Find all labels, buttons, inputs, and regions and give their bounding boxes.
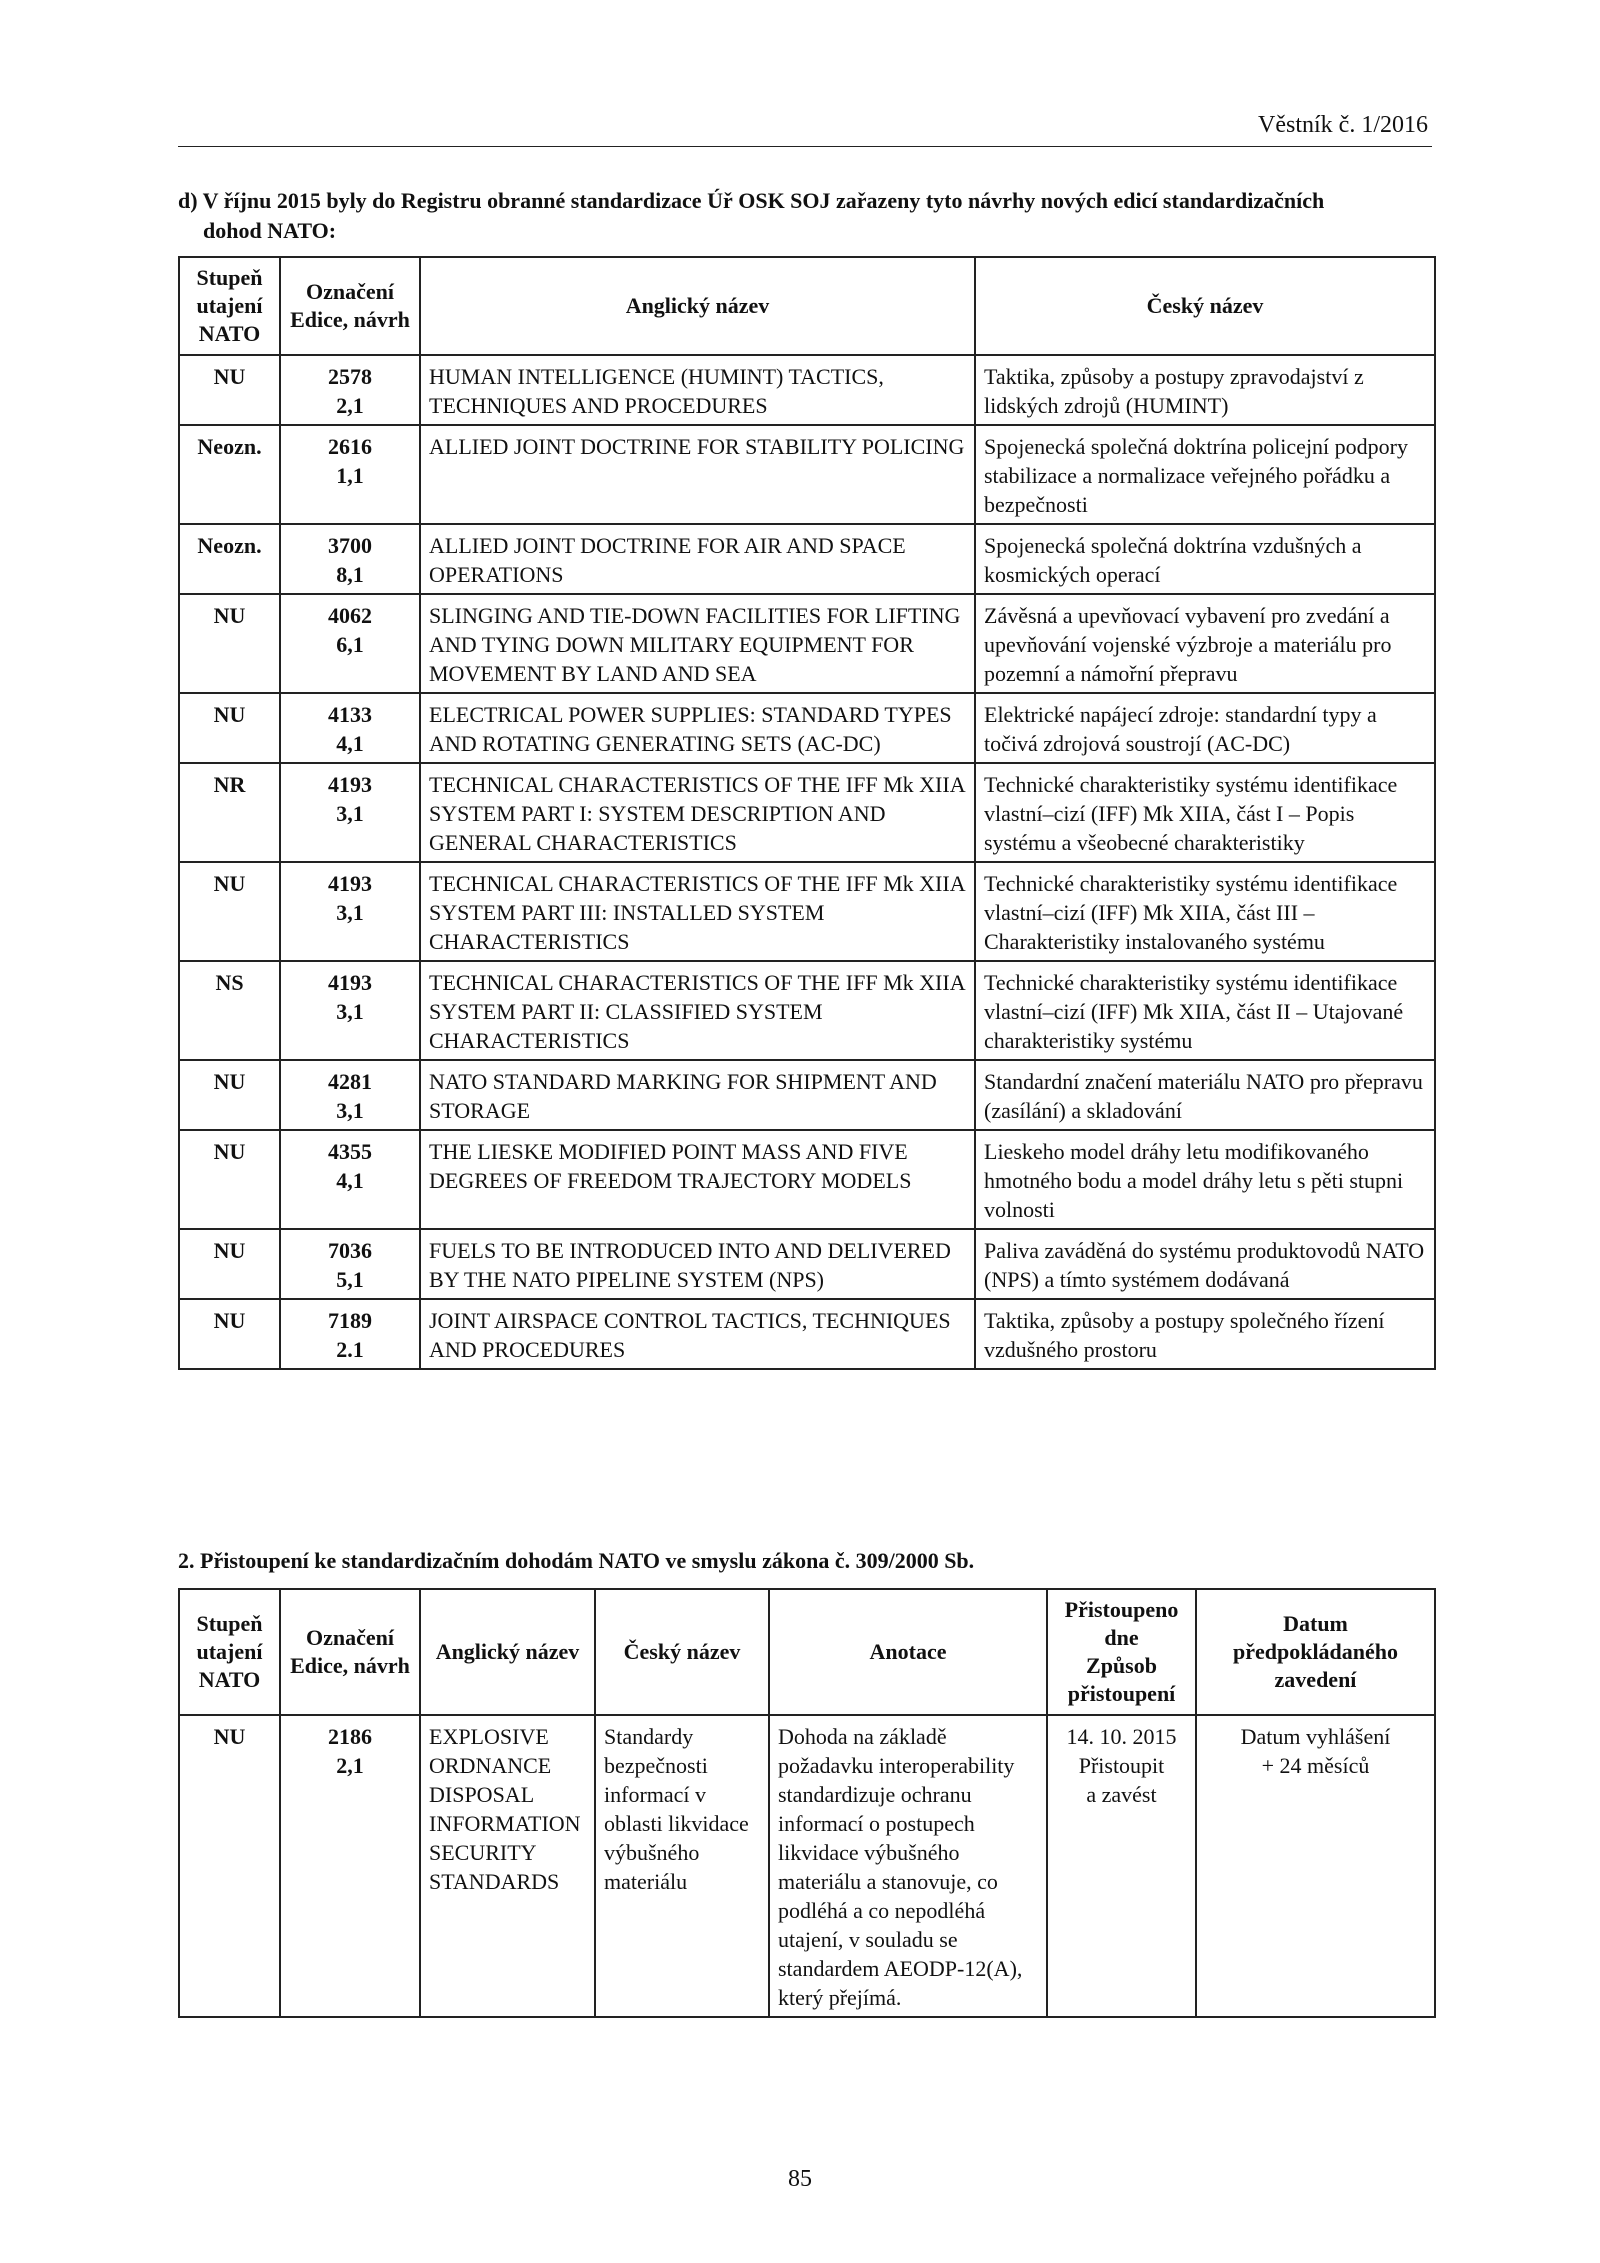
- table-row: [179, 693, 1435, 763]
- designation-cell: [280, 524, 420, 594]
- stanag-number: 3700: [328, 533, 372, 558]
- header-text: Datum: [1283, 1611, 1348, 1636]
- english-title-cell: NATO STANDARD MARKING FOR SHIPMENT AND STORAGE: [420, 1060, 975, 1130]
- header-text: Stupeň: [196, 1611, 263, 1636]
- stanag-number: 4133: [328, 702, 372, 727]
- classification-cell: Neozn.: [179, 524, 280, 594]
- accession-cell: [1047, 1715, 1196, 2017]
- english-title-cell: TECHNICAL CHARACTERISTICS OF THE IFF Mk XIIA SYSTEM PART III: INSTALLED SYSTEM CHARACTERISTICS: [420, 862, 975, 961]
- header-text: předpokládaného: [1232, 1639, 1399, 1664]
- section-d-title: [178, 186, 1438, 246]
- header-text: Edice, návrh: [290, 307, 410, 332]
- header-english-title: Anglický název: [420, 1589, 595, 1715]
- english-title-cell: ALLIED JOINT DOCTRINE FOR STABILITY POLICING: [420, 425, 975, 524]
- header-text: dne: [1104, 1625, 1139, 1650]
- classification-cell: NU: [179, 862, 280, 961]
- designation-cell: [280, 862, 420, 961]
- accession-line: 14. 10. 2015: [1066, 1724, 1177, 1749]
- czech-title-cell: Spojenecká společná doktrína policejní podpory stabilizace a normalizace veřejného pořádku a bezpečnosti: [975, 425, 1435, 524]
- implementation-date-cell: [1196, 1715, 1435, 2017]
- header-czech-title: Český název: [975, 257, 1435, 355]
- table-row: [179, 524, 1435, 594]
- designation-cell: [280, 1715, 420, 2017]
- classification-cell: NU: [179, 1715, 280, 2017]
- designation-cell: [280, 1060, 420, 1130]
- designation-cell: [280, 1229, 420, 1299]
- czech-title-cell: Technické charakteristiky systému identifikace vlastní–cizí (IFF) Mk XIIA, část III – Charakteristiky instalovaného systému: [975, 862, 1435, 961]
- edition-number: 6,1: [336, 632, 364, 657]
- czech-title-cell: Taktika, způsoby a postupy společného řízení vzdušného prostoru: [975, 1299, 1435, 1369]
- header-czech-title: Český název: [595, 1589, 769, 1715]
- english-title-cell: ELECTRICAL POWER SUPPLIES: STANDARD TYPES AND ROTATING GENERATING SETS (AC-DC): [420, 693, 975, 763]
- stanag-number: 7036: [328, 1238, 372, 1263]
- header-text: Stupeň: [196, 265, 263, 290]
- designation-cell: [280, 355, 420, 425]
- classification-cell: NS: [179, 961, 280, 1060]
- table-row: [179, 1229, 1435, 1299]
- header-text: zavedení: [1274, 1667, 1357, 1692]
- edition-number: 1,1: [336, 463, 364, 488]
- czech-title-cell: Spojenecká společná doktrína vzdušných a kosmických operací: [975, 524, 1435, 594]
- header-text: Označení: [306, 1625, 394, 1650]
- accession-line: Přistoupit: [1078, 1753, 1165, 1778]
- table-row: [179, 763, 1435, 862]
- english-title-cell: TECHNICAL CHARACTERISTICS OF THE IFF Mk XIIA SYSTEM PART II: CLASSIFIED SYSTEM CHARACTERISTICS: [420, 961, 975, 1060]
- classification-cell: NU: [179, 1130, 280, 1229]
- table-body: [179, 355, 1435, 1369]
- czech-title-cell: Taktika, způsoby a postupy zpravodajství z lidských zdrojů (HUMINT): [975, 355, 1435, 425]
- czech-title-cell: Paliva zaváděná do systému produktovodů NATO (NPS) a tímto systémem dodávaná: [975, 1229, 1435, 1299]
- edition-number: 3,1: [336, 801, 364, 826]
- edition-number: 3,1: [336, 999, 364, 1024]
- table-row: [179, 862, 1435, 961]
- designation-cell: [280, 425, 420, 524]
- table-body: [179, 1715, 1435, 2017]
- english-title-cell: THE LIESKE MODIFIED POINT MASS AND FIVE DEGREES OF FREEDOM TRAJECTORY MODELS: [420, 1130, 975, 1229]
- table-row: [179, 1060, 1435, 1130]
- edition-number: 2.1: [336, 1337, 364, 1362]
- classification-cell: NR: [179, 763, 280, 862]
- section-2-title: 2. Přistoupení ke standardizačním dohodám NATO ve smyslu zákona č. 309/2000 Sb.: [178, 1548, 975, 1573]
- designation-cell: [280, 1130, 420, 1229]
- english-title-cell: ALLIED JOINT DOCTRINE FOR AIR AND SPACE OPERATIONS: [420, 524, 975, 594]
- czech-title-cell: Technické charakteristiky systému identifikace vlastní–cizí (IFF) Mk XIIA, část I – Popis systému a všeobecné charakteristiky: [975, 763, 1435, 862]
- designation-cell: [280, 961, 420, 1060]
- annotation-cell: Dohoda na základě požadavku interoperability standardizuje ochranu informací o postupech likvidace výbušného materiálu a stanovuje, co podléhá a co nepodléhá utajení, v souladu se standardem AEODP-12(A), který přejímá.: [769, 1715, 1047, 2017]
- english-title-cell: SLINGING AND TIE-DOWN FACILITIES FOR LIFTING AND TYING DOWN MILITARY EQUIPMENT FOR MOVEMENT BY LAND AND SEA: [420, 594, 975, 693]
- designation-cell: [280, 594, 420, 693]
- edition-number: 5,1: [336, 1267, 364, 1292]
- stanag-number: 2616: [328, 434, 372, 459]
- czech-title-cell: Technické charakteristiky systému identifikace vlastní–cizí (IFF) Mk XIIA, část II – Utajované charakteristiky systému: [975, 961, 1435, 1060]
- implementation-date-line: + 24 měsíců: [1261, 1753, 1370, 1778]
- header-annotation: Anotace: [769, 1589, 1047, 1715]
- table-row: [179, 1299, 1435, 1369]
- classification-cell: NU: [179, 1060, 280, 1130]
- designation-cell: [280, 1299, 420, 1369]
- table-header-row: [179, 257, 1435, 355]
- header-designation: [280, 257, 420, 355]
- header-text: Edice, návrh: [290, 1653, 410, 1678]
- stanag-number: 2578: [328, 364, 372, 389]
- header-text: NATO: [198, 321, 261, 346]
- header-designation: [280, 1589, 420, 1715]
- table-accession: [178, 1588, 1436, 2018]
- table-row: [179, 355, 1435, 425]
- table-row: [179, 594, 1435, 693]
- classification-cell: NU: [179, 355, 280, 425]
- stanag-number: 4281: [328, 1069, 372, 1094]
- section-d-line1: d) V říjnu 2015 byly do Registru obranné standardizace Úř OSK SOJ zařazeny tyto návrhy nových edicí standardizačních: [178, 188, 1325, 213]
- stanag-number: 2186: [328, 1724, 372, 1749]
- edition-number: 2,1: [336, 393, 364, 418]
- edition-number: 4,1: [336, 731, 364, 756]
- header-text: Způsob: [1086, 1653, 1157, 1678]
- table-row: [179, 425, 1435, 524]
- classification-cell: NU: [179, 1299, 280, 1369]
- stanag-number: 4193: [328, 772, 372, 797]
- header-text: NATO: [198, 1667, 261, 1692]
- header-classification: [179, 1589, 280, 1715]
- designation-cell: [280, 693, 420, 763]
- edition-number: 4,1: [336, 1168, 364, 1193]
- stanag-number: 4193: [328, 871, 372, 896]
- classification-cell: NU: [179, 594, 280, 693]
- header-divider: [178, 146, 1432, 147]
- header-accession: [1047, 1589, 1196, 1715]
- edition-number: 3,1: [336, 900, 364, 925]
- classification-cell: NU: [179, 1229, 280, 1299]
- classification-cell: NU: [179, 693, 280, 763]
- stanag-number: 4355: [328, 1139, 372, 1164]
- header-text: Přistoupeno: [1064, 1597, 1179, 1622]
- header-text: Označení: [306, 279, 394, 304]
- stanag-number: 4062: [328, 603, 372, 628]
- header-text: přistoupení: [1067, 1681, 1176, 1706]
- english-title-cell: FUELS TO BE INTRODUCED INTO AND DELIVERED BY THE NATO PIPELINE SYSTEM (NPS): [420, 1229, 975, 1299]
- czech-title-cell: Elektrické napájecí zdroje: standardní typy a točivá zdrojová soustrojí (AC-DC): [975, 693, 1435, 763]
- edition-number: 3,1: [336, 1098, 364, 1123]
- table-header-row: [179, 1589, 1435, 1715]
- header-classification: [179, 257, 280, 355]
- page-number: 85: [788, 2166, 812, 2192]
- table-row: [179, 1715, 1435, 2017]
- edition-number: 8,1: [336, 562, 364, 587]
- english-title-cell: HUMAN INTELLIGENCE (HUMINT) TACTICS, TECHNIQUES AND PROCEDURES: [420, 355, 975, 425]
- english-title-cell: TECHNICAL CHARACTERISTICS OF THE IFF Mk XIIA SYSTEM PART I: SYSTEM DESCRIPTION AND GENERAL CHARACTERISTICS: [420, 763, 975, 862]
- english-title-cell: JOINT AIRSPACE CONTROL TACTICS, TECHNIQUES AND PROCEDURES: [420, 1299, 975, 1369]
- section-d-line2: dohod NATO:: [203, 218, 337, 243]
- table-row: [179, 961, 1435, 1060]
- header-text: utajení: [196, 1639, 263, 1664]
- stanag-number: 7189: [328, 1308, 372, 1333]
- english-title-cell: EXPLOSIVE ORDNANCE DISPOSAL INFORMATION SECURITY STANDARDS: [420, 1715, 595, 2017]
- header-text: utajení: [196, 293, 263, 318]
- designation-cell: [280, 763, 420, 862]
- classification-cell: Neozn.: [179, 425, 280, 524]
- stanag-number: 4193: [328, 970, 372, 995]
- journal-title: Věstník č. 1/2016: [1258, 112, 1428, 138]
- czech-title-cell: Lieskeho model dráhy letu modifikovaného hmotného bodu a model dráhy letu s pěti stupni volnosti: [975, 1130, 1435, 1229]
- header-english-title: Anglický název: [420, 257, 975, 355]
- table-row: [179, 1130, 1435, 1229]
- accession-line: a zavést: [1086, 1782, 1157, 1807]
- implementation-date-line: Datum vyhlášení: [1240, 1724, 1391, 1749]
- czech-title-cell: Standardní značení materiálu NATO pro přepravu (zasílání) a skladování: [975, 1060, 1435, 1130]
- table-new-editions: [178, 256, 1436, 1370]
- edition-number: 2,1: [336, 1753, 364, 1778]
- czech-title-cell: Závěsná a upevňovací vybavení pro zvedání a upevňování vojenské výzbroje a materiálu pro pozemní a námořní přepravu: [975, 594, 1435, 693]
- czech-title-cell: Standardy bezpečnosti informací v oblasti likvidace výbušného materiálu: [595, 1715, 769, 2017]
- header-implementation-date: [1196, 1589, 1435, 1715]
